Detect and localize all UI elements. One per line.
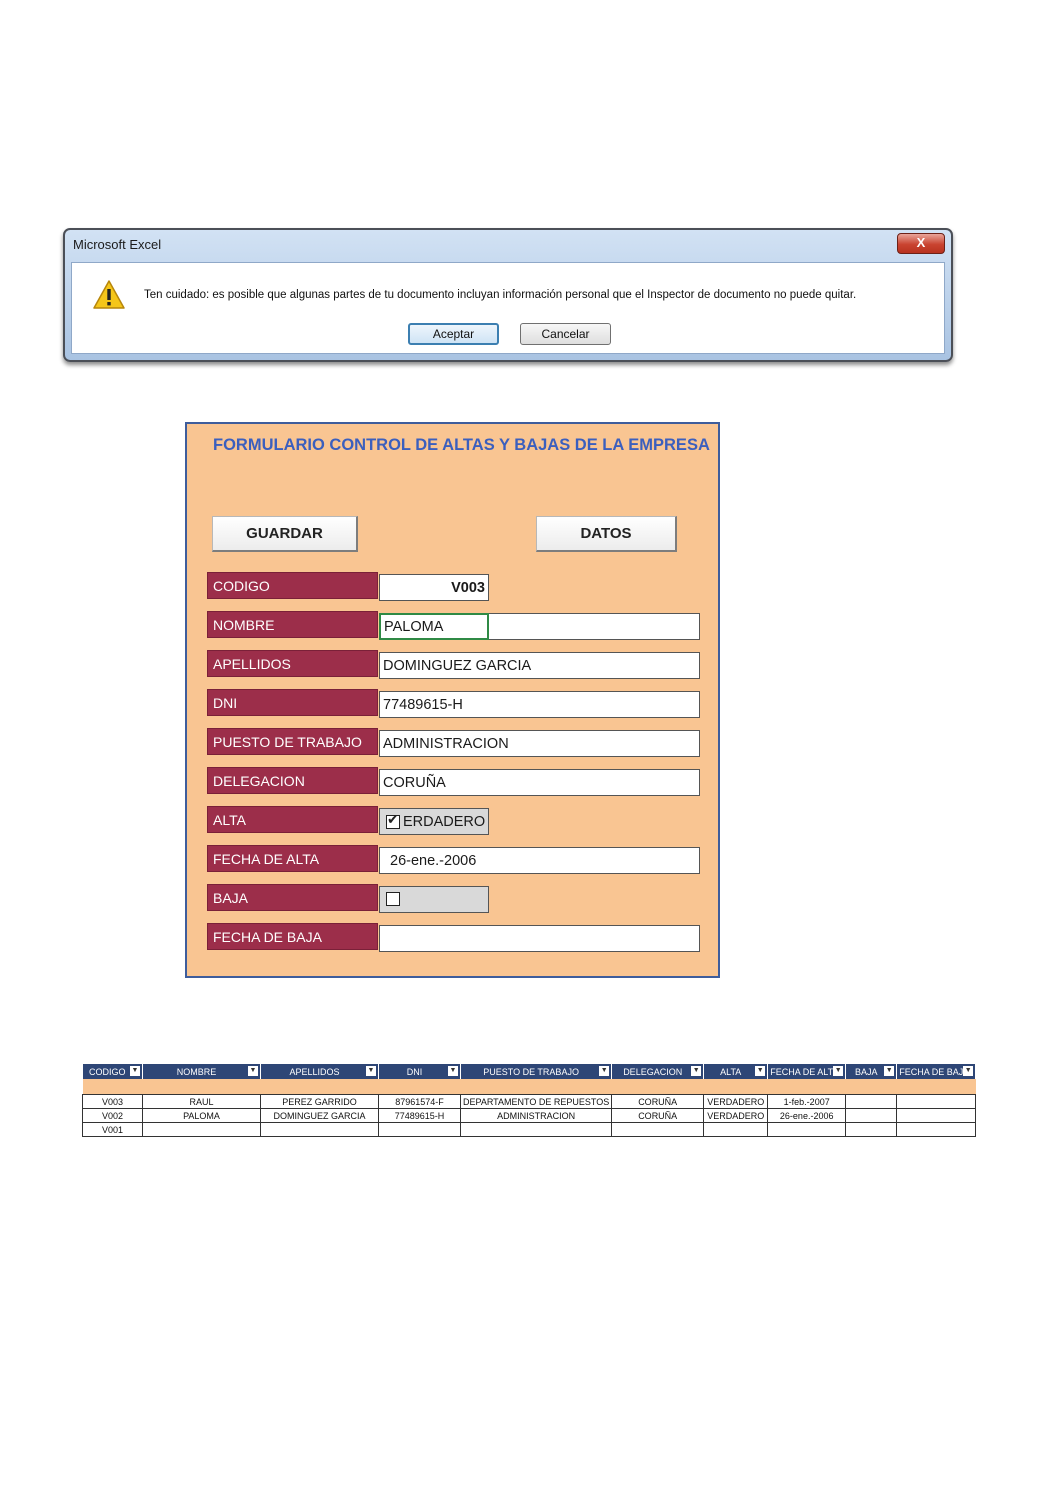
table-band-row (83, 1079, 976, 1095)
fecha-baja-label: FECHA DE BAJA (207, 923, 378, 950)
dialog-message: Ten cuidado: es posible que algunas partes de tu documento incluyan información personal que el Inspector de documento no puede quitar. (144, 289, 857, 301)
table-row (83, 1109, 976, 1123)
data-button[interactable]: DATOS (536, 516, 677, 552)
column-header-label: DELEGACION (623, 1066, 683, 1077)
filter-dropdown-icon[interactable]: ▼ (367, 1067, 375, 1074)
cancel-button[interactable]: Cancelar (520, 323, 611, 345)
table-cell[interactable]: PEREZ GARRIDO (261, 1095, 379, 1109)
dni-field[interactable]: 77489615-H (379, 691, 700, 718)
column-header[interactable] (612, 1064, 704, 1079)
column-header-label: APELLIDOS (289, 1066, 340, 1077)
puesto-label: PUESTO DE TRABAJO (207, 728, 378, 755)
check-icon: ✔ (387, 810, 399, 827)
table-cell[interactable]: V001 (83, 1123, 143, 1137)
fecha-alta-field[interactable]: 26-ene.-2006 (379, 847, 700, 874)
alta-checkbox[interactable] (386, 810, 400, 829)
table-cell[interactable] (897, 1109, 976, 1123)
table-cell[interactable]: VERDADERO (704, 1095, 768, 1109)
column-header[interactable] (379, 1064, 461, 1079)
table-cell[interactable]: PALOMA (143, 1109, 261, 1123)
nombre-label: NOMBRE (207, 611, 378, 638)
column-header[interactable] (83, 1064, 143, 1079)
table-cell[interactable]: V002 (83, 1109, 143, 1123)
dialog-title: Microsoft Excel (73, 237, 162, 252)
employee-form (185, 422, 720, 978)
table-cell[interactable] (461, 1123, 612, 1137)
table-cell[interactable] (897, 1123, 976, 1137)
column-header[interactable] (897, 1064, 976, 1079)
column-header[interactable] (143, 1064, 261, 1079)
table-cell[interactable]: 77489615-H (379, 1109, 461, 1123)
apellidos-label: APELLIDOS (207, 650, 378, 677)
table-cell[interactable]: DEPARTAMENTO DE REPUESTOS (461, 1095, 612, 1109)
fecha-baja-field[interactable] (379, 925, 700, 952)
table-cell[interactable] (768, 1123, 846, 1137)
table-header-row (83, 1064, 976, 1079)
table-cell[interactable]: VERDADERO (704, 1109, 768, 1123)
column-header-label: PUESTO DE TRABAJO (483, 1066, 579, 1077)
table-cell[interactable] (846, 1095, 897, 1109)
table-cell[interactable] (704, 1123, 768, 1137)
alta-checkbox-field[interactable] (379, 808, 489, 835)
table-cell[interactable]: CORUÑA (612, 1095, 704, 1109)
column-header[interactable] (704, 1064, 768, 1079)
alta-label: ALTA (207, 806, 378, 833)
accept-button[interactable]: Aceptar (408, 323, 499, 345)
baja-checkbox-field[interactable] (379, 886, 489, 913)
table-cell[interactable] (612, 1123, 704, 1137)
close-button[interactable]: X (897, 233, 945, 254)
filter-dropdown-icon[interactable]: ▼ (692, 1067, 700, 1074)
column-header-label: CODIGO (88, 1066, 126, 1077)
puesto-field[interactable]: ADMINISTRACION (379, 730, 700, 757)
codigo-label: CODIGO (207, 572, 378, 599)
column-header[interactable] (461, 1064, 612, 1079)
filter-dropdown-icon[interactable]: ▼ (885, 1067, 893, 1074)
column-header[interactable] (261, 1064, 379, 1079)
alta-value: ERDADERO (403, 814, 486, 830)
column-header-label: DNI (406, 1066, 423, 1077)
dialog-body (71, 262, 945, 354)
filter-dropdown-icon[interactable]: ▼ (964, 1067, 972, 1074)
dni-label: DNI (207, 689, 378, 716)
column-header-label: ALTA (720, 1066, 742, 1077)
table-cell[interactable]: RAUL (143, 1095, 261, 1109)
nombre-field[interactable]: PALOMA (379, 613, 489, 640)
column-header[interactable] (768, 1064, 846, 1079)
table-cell[interactable]: 1-feb.-2007 (768, 1095, 846, 1109)
column-header-label: BAJA (854, 1066, 878, 1077)
column-header-label: FECHA DE ALT (770, 1066, 834, 1077)
table-cell[interactable]: DOMINGUEZ GARCIA (261, 1109, 379, 1123)
table-cell[interactable] (846, 1109, 897, 1123)
table-row (83, 1123, 976, 1137)
warning-icon (92, 279, 126, 311)
filter-dropdown-icon[interactable]: ▼ (249, 1067, 257, 1074)
table-cell[interactable] (143, 1123, 261, 1137)
table-cell[interactable] (846, 1123, 897, 1137)
delegacion-label: DELEGACION (207, 767, 378, 794)
filter-dropdown-icon[interactable]: ▼ (131, 1067, 139, 1074)
employees-table (82, 1064, 976, 1137)
form-title: FORMULARIO CONTROL DE ALTAS Y BAJAS DE LA EMPRESA (213, 436, 710, 454)
column-header[interactable] (846, 1064, 897, 1079)
column-header-label: FECHA DE BAJ (899, 1066, 964, 1077)
filter-dropdown-icon[interactable]: ▼ (600, 1067, 608, 1074)
fecha-alta-label: FECHA DE ALTA (207, 845, 378, 872)
table-cell[interactable] (379, 1123, 461, 1137)
baja-checkbox[interactable] (386, 892, 400, 906)
filter-dropdown-icon[interactable]: ▼ (756, 1067, 764, 1074)
table-cell[interactable]: V003 (83, 1095, 143, 1109)
excel-dialog (63, 228, 953, 362)
table-cell[interactable] (897, 1095, 976, 1109)
table-cell[interactable]: 87961574-F (379, 1095, 461, 1109)
save-button[interactable]: GUARDAR (212, 516, 358, 552)
table-cell[interactable]: CORUÑA (612, 1109, 704, 1123)
table-cell[interactable]: ADMINISTRACION (461, 1109, 612, 1123)
table-cell[interactable] (261, 1123, 379, 1137)
baja-label: BAJA (207, 884, 378, 911)
column-header-label: NOMBRE (176, 1066, 217, 1077)
codigo-field[interactable]: V003 (379, 574, 489, 601)
table-cell[interactable]: 26-ene.-2006 (768, 1109, 846, 1123)
table-band (83, 1079, 976, 1095)
apellidos-field[interactable]: DOMINGUEZ GARCIA (379, 652, 700, 679)
delegacion-field[interactable]: CORUÑA (379, 769, 700, 796)
table-row (83, 1095, 976, 1109)
filter-dropdown-icon[interactable]: ▼ (834, 1067, 842, 1074)
filter-dropdown-icon[interactable]: ▼ (449, 1067, 457, 1074)
